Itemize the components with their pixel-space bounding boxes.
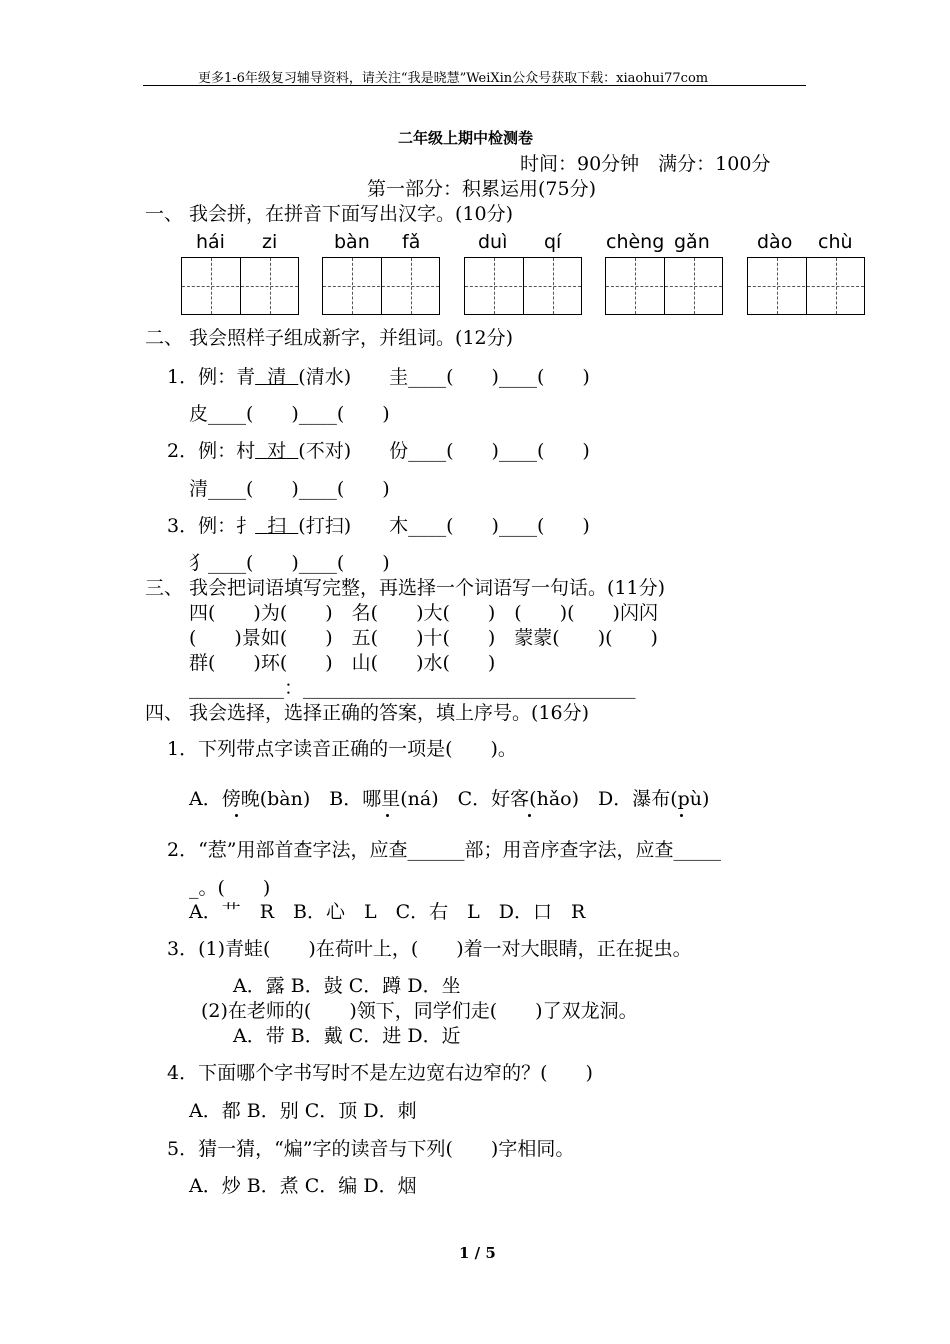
pinyin-label: fǎ: [402, 231, 421, 253]
pinyin-label: bàn: [334, 231, 370, 253]
q4-item-1: 1．下列带点字读音正确的一项是( )。: [167, 738, 517, 760]
q2-heading: 二、 我会照样子组成新字，并组词。(12分): [145, 327, 514, 349]
q4-item-4-options: A．都 B．别 C．顶 D．刺: [189, 1100, 417, 1122]
page-number: 1 / 5: [459, 1244, 496, 1262]
q2-example-prefix: 1．例：青: [167, 366, 256, 388]
q4-item-2-options: A．艹 R B．心 L C．右 L D．口 R: [189, 901, 586, 923]
q2-example-prefix: 2．例：村: [167, 440, 256, 462]
q2-fill-row: 清____( )____( ): [189, 478, 390, 500]
q1-heading: 一、 我会拼，在拼音下面写出汉字。(10分): [145, 203, 514, 225]
pinyin-label: duì: [478, 231, 508, 253]
q4-item-4: 4．下面哪个字书写时不是左边宽右边窄的？( ): [167, 1062, 593, 1084]
q2-example-row: [167, 511, 590, 538]
header-note: 更多1-6年级复习辅导资料，请关注“我是晓慧”WeiXin公众号获取下载：xiaohui77com: [198, 71, 709, 86]
q4-item-5-options: A．炒 B．煮 C．编 D．烟: [189, 1175, 417, 1197]
tianzi-grid[interactable]: [605, 257, 723, 315]
q2-row-rest: (不对) 份____( )____( ): [298, 440, 590, 462]
emphasis-dot: [386, 814, 389, 817]
q4-item-3: 3．(1)青蛙( )在荷叶上，( )着一对大眼睛，正在捉虫。: [167, 938, 692, 960]
pinyin-label: chù: [818, 231, 853, 253]
exam-meta: 时间：90分钟 满分：100分: [520, 153, 771, 175]
pinyin-label: chèng: [606, 231, 665, 253]
q4-item-2-cont: _。( ): [189, 877, 271, 899]
tianzi-grid[interactable]: [464, 257, 582, 315]
pinyin-label: hái: [196, 231, 225, 253]
header-rule: [143, 85, 806, 86]
q2-example-row: [167, 436, 590, 463]
q2-row-rest: (打扫) 木____( )____( ): [298, 515, 590, 537]
q2-example-answer: 清: [267, 366, 287, 388]
q2-example-row: [167, 362, 590, 389]
q2-fill-row: 犭____( )____( ): [189, 552, 390, 574]
page-title: 二年级上期中检测卷: [398, 129, 534, 147]
q3-line: 四( )为( ) 名( )大( ) ( )( )闪闪: [189, 602, 658, 624]
q2-example-answer: 扫: [267, 515, 287, 537]
tianzi-grid[interactable]: [181, 257, 299, 315]
q2-fill-row: 皮____( )____( ): [189, 403, 390, 425]
emphasis-dot: [235, 814, 238, 817]
q4-item-3-part-2: (2)在老师的( )领下，同学们走( )了双龙洞。: [201, 1000, 638, 1022]
q2-example-prefix: 3．例：扌: [167, 515, 256, 537]
q4-item-1-options: A．傍晚(bàn) B．哪里(ná) C．好客(hǎo) D．瀑布(pù): [189, 788, 710, 810]
tianzi-grid[interactable]: [322, 257, 440, 315]
pinyin-label: dào: [757, 231, 793, 253]
emphasis-dot: [680, 814, 683, 817]
q4-heading: 四、 我会选择，选择正确的答案，填上序号。(16分): [145, 702, 590, 724]
q3-line: ( )景如( ) 五( )十( ) 蒙蒙( )( ): [189, 627, 658, 649]
tianzi-grid[interactable]: [747, 257, 865, 315]
q4-item-2: 2．“惹”用部首查字法，应查______部；用音序查字法，应查_____: [167, 839, 722, 861]
pinyin-label: qí: [544, 231, 562, 253]
part-one-heading: 第一部分：积累运用(75分): [367, 178, 597, 200]
pinyin-label: zi: [262, 231, 278, 253]
q4-item-3-options-2: A．带 B．戴 C．进 D．近: [233, 1025, 461, 1047]
q2-row-rest: (清水) 圭____( )____( ): [298, 366, 590, 388]
pinyin-label: gǎn: [674, 231, 710, 253]
q4-item-5: 5．猜一猜，“煸”字的读音与下列( )字相同。: [167, 1138, 575, 1160]
q3-heading: 三、 我会把词语填写完整，再选择一个词语写一句话。(11分): [145, 577, 666, 599]
emphasis-dot: [528, 814, 531, 817]
q3-line: 群( )环( ) 山( )水( ): [189, 652, 496, 674]
q4-item-3-options-1: A．露 B．鼓 C．蹲 D．坐: [233, 975, 461, 997]
q3-sentence-line[interactable]: __________：___________________________________: [189, 677, 636, 699]
q2-example-answer: 对: [267, 440, 287, 462]
